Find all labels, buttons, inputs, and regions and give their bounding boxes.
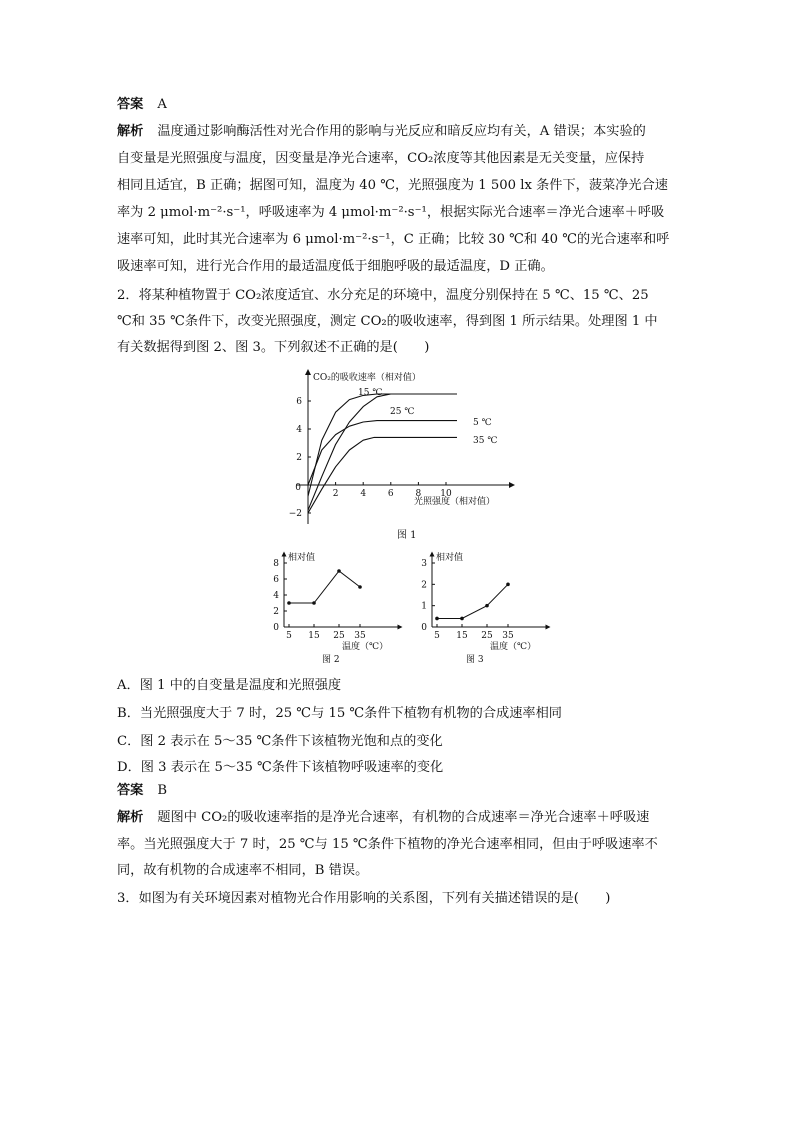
question2-line-1: ℃和 35 ℃条件下，改变光照强度，测定 CO₂的吸收速率，得到图 1 所示结果。处理图 1 中 <box>117 314 658 329</box>
fig-data-point <box>312 601 316 605</box>
fig-xtick-label: 25 <box>333 631 345 641</box>
fig-xtick-label: 5 <box>434 631 440 641</box>
fig-data-point <box>435 617 439 621</box>
fig1-origin-label: 0 <box>295 483 301 493</box>
figure-3 <box>410 548 555 668</box>
analysis2-line-1: 率。当光照强度大于 7 时，25 ℃与 15 ℃条件下植物的净光合速率相同，但由于呼吸速率不 <box>117 837 658 852</box>
fig-xtick-label: 5 <box>286 631 292 641</box>
fig-ytick-label: 4 <box>273 591 279 601</box>
fig1-series-label: 15 ℃ <box>358 388 383 398</box>
analysis1-line-2: 相同且适宜，B 正确；据图可知，温度为 40 ℃，光照强度为 1 500 lx 条件下，菠菜净光合速 <box>117 178 668 193</box>
fig1-xtick-label: 2 <box>332 489 339 499</box>
fig-series-line <box>289 571 360 603</box>
fig1-xtick-label: 4 <box>360 489 367 499</box>
fig1-series-label: 25 ℃ <box>390 407 415 417</box>
fig2-ylabel: 相对值 <box>288 553 316 563</box>
fig-ytick-label: 0 <box>421 623 427 633</box>
fig1-ytick-label: −2 <box>288 509 302 519</box>
fig-xtick-label: 15 <box>308 631 320 641</box>
fig2-title: 图 2 <box>322 655 340 665</box>
fig1-ylabel: CO₂的吸收速率（相对值） <box>313 373 421 383</box>
fig-data-point <box>287 601 291 605</box>
analysis1-line-3: 率为 2 μmol·m⁻²·s⁻¹，呼吸速率为 4 μmol·m⁻²·s⁻¹，根据实际光合速率＝净光合速率＋呼吸 <box>117 205 665 220</box>
fig-data-point <box>460 617 464 621</box>
fig-xtick-label: 35 <box>502 631 514 641</box>
answer-value: A <box>157 97 167 112</box>
fig1-title: 图 1 <box>397 530 417 541</box>
fig-ytick-label: 8 <box>273 559 279 569</box>
figure-2 <box>262 548 407 668</box>
fig-ytick-label: 0 <box>273 623 279 633</box>
fig-series-line <box>437 584 508 618</box>
figure-1 <box>280 364 530 544</box>
fig-data-point <box>485 604 489 608</box>
question2-line-2: 有关数据得到图 2、图 3。下列叙述不正确的是( ) <box>117 340 430 355</box>
answer-value: B <box>157 783 168 798</box>
fig1-curve-15c <box>308 394 457 496</box>
analysis1-line-1: 自变量是光照强度与温度，因变量是净光合速率，CO₂浓度等其他因素是无关变量，应保持 <box>117 151 645 166</box>
fig1-ytick-label: 2 <box>296 453 302 463</box>
fig1-ytick-label: 6 <box>296 397 302 407</box>
fig2-xlabel: 温度（℃） <box>342 642 389 652</box>
fig-data-point <box>358 585 362 589</box>
option-d: D．图 3 表示在 5～35 ℃条件下该植物呼吸速率的变化 <box>117 760 444 775</box>
fig-ytick-label: 3 <box>421 559 427 569</box>
fig1-series-label: 5 ℃ <box>473 418 492 428</box>
question2-line-0: 2．将某种植物置于 CO₂浓度适宜、水分充足的环境中，温度分别保持在 5 ℃、15 ℃、25 <box>117 288 649 303</box>
fig3-title: 图 3 <box>466 655 484 665</box>
answer-line-1 <box>117 96 167 114</box>
fig-xtick-label: 15 <box>456 631 468 641</box>
analysis-label: 解析 <box>117 810 144 825</box>
answer-label: 答案 <box>117 97 144 112</box>
analysis1-line-4: 速率可知，此时其光合速率为 6 μmol·m⁻²·s⁻¹，C 正确；比较 30 ℃和 40 ℃的光合速率和呼 <box>117 232 670 247</box>
fig-ytick-label: 6 <box>273 575 279 585</box>
fig-ytick-label: 2 <box>421 580 427 591</box>
question3: 3．如图为有关环境因素对植物光合作用影响的关系图，下列有关描述错误的是( ) <box>117 891 611 906</box>
fig-xtick-label: 25 <box>481 631 493 641</box>
fig-ytick-label: 2 <box>273 607 279 617</box>
option-c: C．图 2 表示在 5～35 ℃条件下该植物光饱和点的变化 <box>117 734 443 749</box>
fig3-xlabel: 温度（℃） <box>490 642 537 652</box>
fig-data-point <box>337 569 341 573</box>
fig1-xtick-label: 6 <box>387 489 394 499</box>
answer-line-2 <box>117 782 167 800</box>
analysis2-line-2: 同，故有机物的合成速率不相同，B 错误。 <box>117 863 369 878</box>
fig-data-point <box>506 583 510 587</box>
fig1-ytick-label: 4 <box>296 425 302 435</box>
option-b: B．当光照强度大于 7 时，25 ℃与 15 ℃条件下植物有机物的合成速率相同 <box>117 706 562 721</box>
analysis1-line-5: 吸速率可知，进行光合作用的最适温度低于细胞呼吸的最适温度，D 正确。 <box>117 259 554 274</box>
fig1-curve-25c <box>308 394 457 510</box>
fig1-xlabel: 光照强度（相对值） <box>414 497 496 507</box>
fig1-xtick-label: 8 <box>415 489 422 499</box>
analysis-label: 解析 <box>117 124 144 139</box>
fig1-xtick-label: 10 <box>440 489 452 499</box>
option-a: A．图 1 中的自变量是温度和光照强度 <box>117 678 342 693</box>
analysis2-line-0: 解析 题图中 CO₂的吸收速率指的是净光合速率，有机物的合成速率＝净光合速率＋呼吸速 <box>117 810 650 825</box>
fig-ytick-label: 1 <box>421 601 427 612</box>
fig3-ylabel: 相对值 <box>436 553 464 563</box>
fig-xtick-label: 35 <box>354 631 366 641</box>
fig1-series-label: 35 ℃ <box>473 436 498 446</box>
analysis1-line-0: 解析 温度通过影响酶活性对光合作用的影响与光反应和暗反应均有关，A 错误；本实验的 <box>117 124 646 139</box>
answer-label: 答案 <box>117 783 144 798</box>
